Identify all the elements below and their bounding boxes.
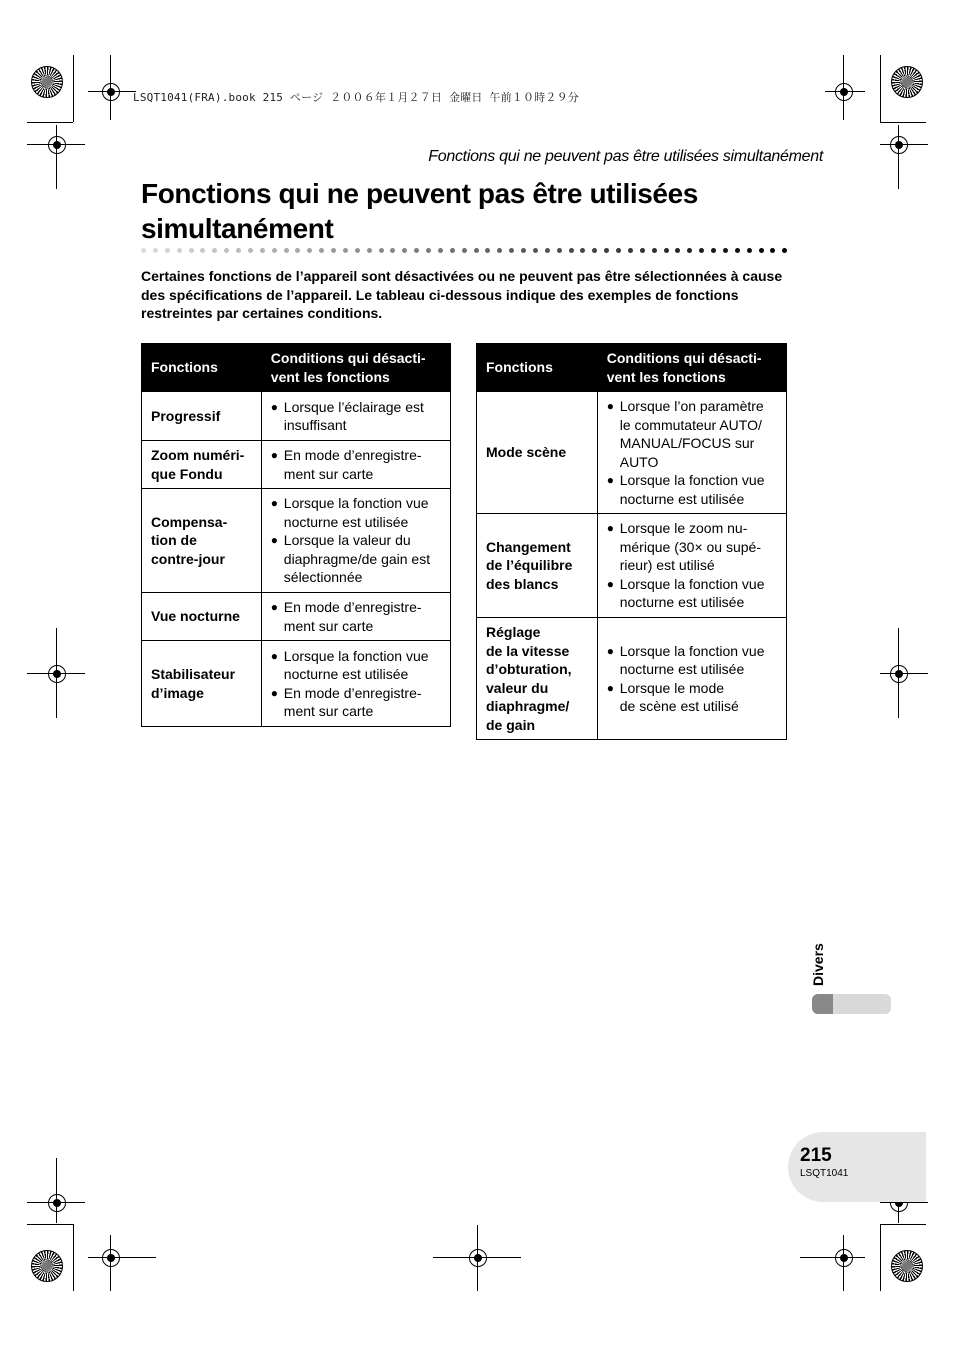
bullet-icon: ● [606, 521, 614, 536]
bullet-icon: ● [270, 533, 279, 548]
conditions-cell [261, 489, 450, 593]
table-row [477, 392, 787, 514]
bullet-icon: ● [606, 399, 614, 413]
conditions-cell [597, 392, 786, 514]
registration-target-icon [890, 665, 908, 683]
condition-text: Lorsque le mode de scène est utilisé [619, 679, 739, 714]
condition-text: Lorsque la fonction vue nocturne est utilisée [619, 575, 765, 611]
registration-target-icon [48, 665, 66, 683]
condition-item [607, 471, 777, 508]
function-cell: Compensa- tion de contre-jour [142, 489, 262, 593]
bullet-icon: ● [270, 496, 279, 511]
condition-item [271, 684, 441, 721]
bullet-icon: ● [606, 473, 614, 487]
column-header-conditions: Conditions qui désacti- vent les fonctions [597, 344, 786, 392]
registration-wheel-icon [891, 66, 923, 98]
column-header-functions: Fonctions [142, 344, 262, 392]
section-side-label [810, 930, 826, 986]
condition-item [607, 575, 777, 612]
registration-wheel-icon [31, 66, 63, 98]
registration-wheel-icon [891, 1250, 923, 1282]
condition-text: Lorsque la fonction vue nocturne est utilisée [619, 472, 765, 507]
condition-item [271, 446, 441, 483]
page-number-tab [788, 1132, 926, 1202]
bullet-icon: ● [270, 600, 279, 614]
condition-text: En mode d’enregistre- ment sur carte [283, 447, 422, 482]
condition-item [607, 642, 777, 679]
table-row [477, 514, 787, 618]
registration-target-icon [469, 1249, 487, 1267]
registration-target-icon [890, 136, 908, 154]
condition-text: Lorsque la fonction vue nocturne est utilisée [283, 647, 429, 682]
table-row [142, 489, 451, 593]
table-body [477, 392, 787, 740]
bullet-icon: ● [270, 448, 279, 462]
registration-target-icon [835, 83, 853, 101]
table-row [142, 392, 451, 441]
column-header-functions: Fonctions [477, 344, 598, 392]
function-cell: Réglage de la vitesse d’obturation, valeur du diaphragme/ de gain [477, 618, 598, 740]
section-indicator-cap [812, 994, 833, 1014]
condition-item [607, 397, 777, 471]
condition-text: Lorsque l’on paramètre le commutateur AUTO/ MANUAL/FOCUS sur AUTO [619, 398, 764, 470]
function-cell: Zoom numéri- que Fondu [142, 441, 262, 489]
registration-wheel-icon [31, 1250, 63, 1282]
condition-text: En mode d’enregistre- ment sur carte [283, 599, 422, 634]
table-row [142, 641, 451, 727]
page-number: 215 [800, 1145, 832, 1166]
table-row [477, 618, 787, 740]
page-title: Fonctions qui ne peuvent pas être utilisées simultanément [141, 178, 698, 244]
table-row [142, 441, 451, 489]
registration-target-icon [48, 136, 66, 154]
print-slug: LSQT1041(FRA).book 215 ページ ２００６年１月２７日 金曜日 午前１０時２９分 [133, 91, 579, 104]
registration-target-icon [102, 1249, 120, 1267]
condition-item [607, 679, 777, 716]
bullet-icon: ● [606, 680, 614, 695]
condition-item [271, 398, 441, 435]
registration-target-icon [48, 1194, 66, 1212]
bullet-icon: ● [606, 643, 614, 658]
condition-text: Lorsque la valeur du diaphragme/de gain est sélectionnée [283, 532, 431, 586]
condition-item [271, 647, 441, 684]
conditions-cell [261, 392, 450, 441]
condition-item [271, 598, 441, 635]
condition-item [607, 519, 777, 575]
function-cell: Changement de l’équilibre des blancs [477, 514, 598, 618]
condition-item [271, 531, 441, 587]
table-row [142, 593, 451, 641]
bullet-icon: ● [270, 399, 279, 414]
condition-text: Lorsque la fonction vue nocturne est utilisée [283, 495, 429, 530]
conditions-cell [597, 514, 786, 618]
condition-text: Lorsque la fonction vue nocturne est utilisée [619, 642, 765, 677]
conditions-cell [261, 593, 450, 641]
restrictions-table-left [141, 343, 451, 727]
function-cell: Vue nocturne [142, 593, 262, 641]
function-cell: Stabilisateur d’image [142, 641, 262, 727]
bullet-icon: ● [606, 576, 614, 591]
conditions-cell [261, 641, 450, 727]
page-code: LSQT1041 [800, 1168, 849, 1179]
function-cell: Progressif [142, 392, 262, 441]
registration-target-icon [835, 1249, 853, 1267]
condition-text: En mode d’enregistre- ment sur carte [283, 684, 422, 719]
table-body [142, 392, 451, 727]
section-side-label-text: Divers [810, 943, 826, 986]
title-dotted-rule [141, 246, 788, 254]
conditions-cell [261, 441, 450, 489]
section-indicator-bar [812, 994, 891, 1014]
restrictions-table-right [476, 343, 787, 740]
registration-target-icon [102, 83, 120, 101]
running-header: Fonctions qui ne peuvent pas être utilisées simultanément [428, 148, 823, 165]
condition-text: Lorsque l’éclairage est insuffisant [283, 398, 424, 433]
condition-item [271, 494, 441, 531]
function-cell: Mode scène [477, 392, 598, 514]
bullet-icon: ● [270, 648, 279, 663]
conditions-cell [597, 618, 786, 740]
condition-text: Lorsque le zoom nu- mérique (30× ou supé- rieur) est utilisé [619, 520, 761, 574]
column-header-conditions: Conditions qui désacti- vent les fonctions [261, 344, 450, 392]
bullet-icon: ● [270, 685, 279, 700]
intro-paragraph: Certaines fonctions de l’appareil sont désactivées ou ne peuvent pas être sélectionnées à cause des spécifications de l’appareil. Le tableau ci-dessous indique des exemples de fonctions restreintes par certaines conditions. [141, 268, 783, 321]
